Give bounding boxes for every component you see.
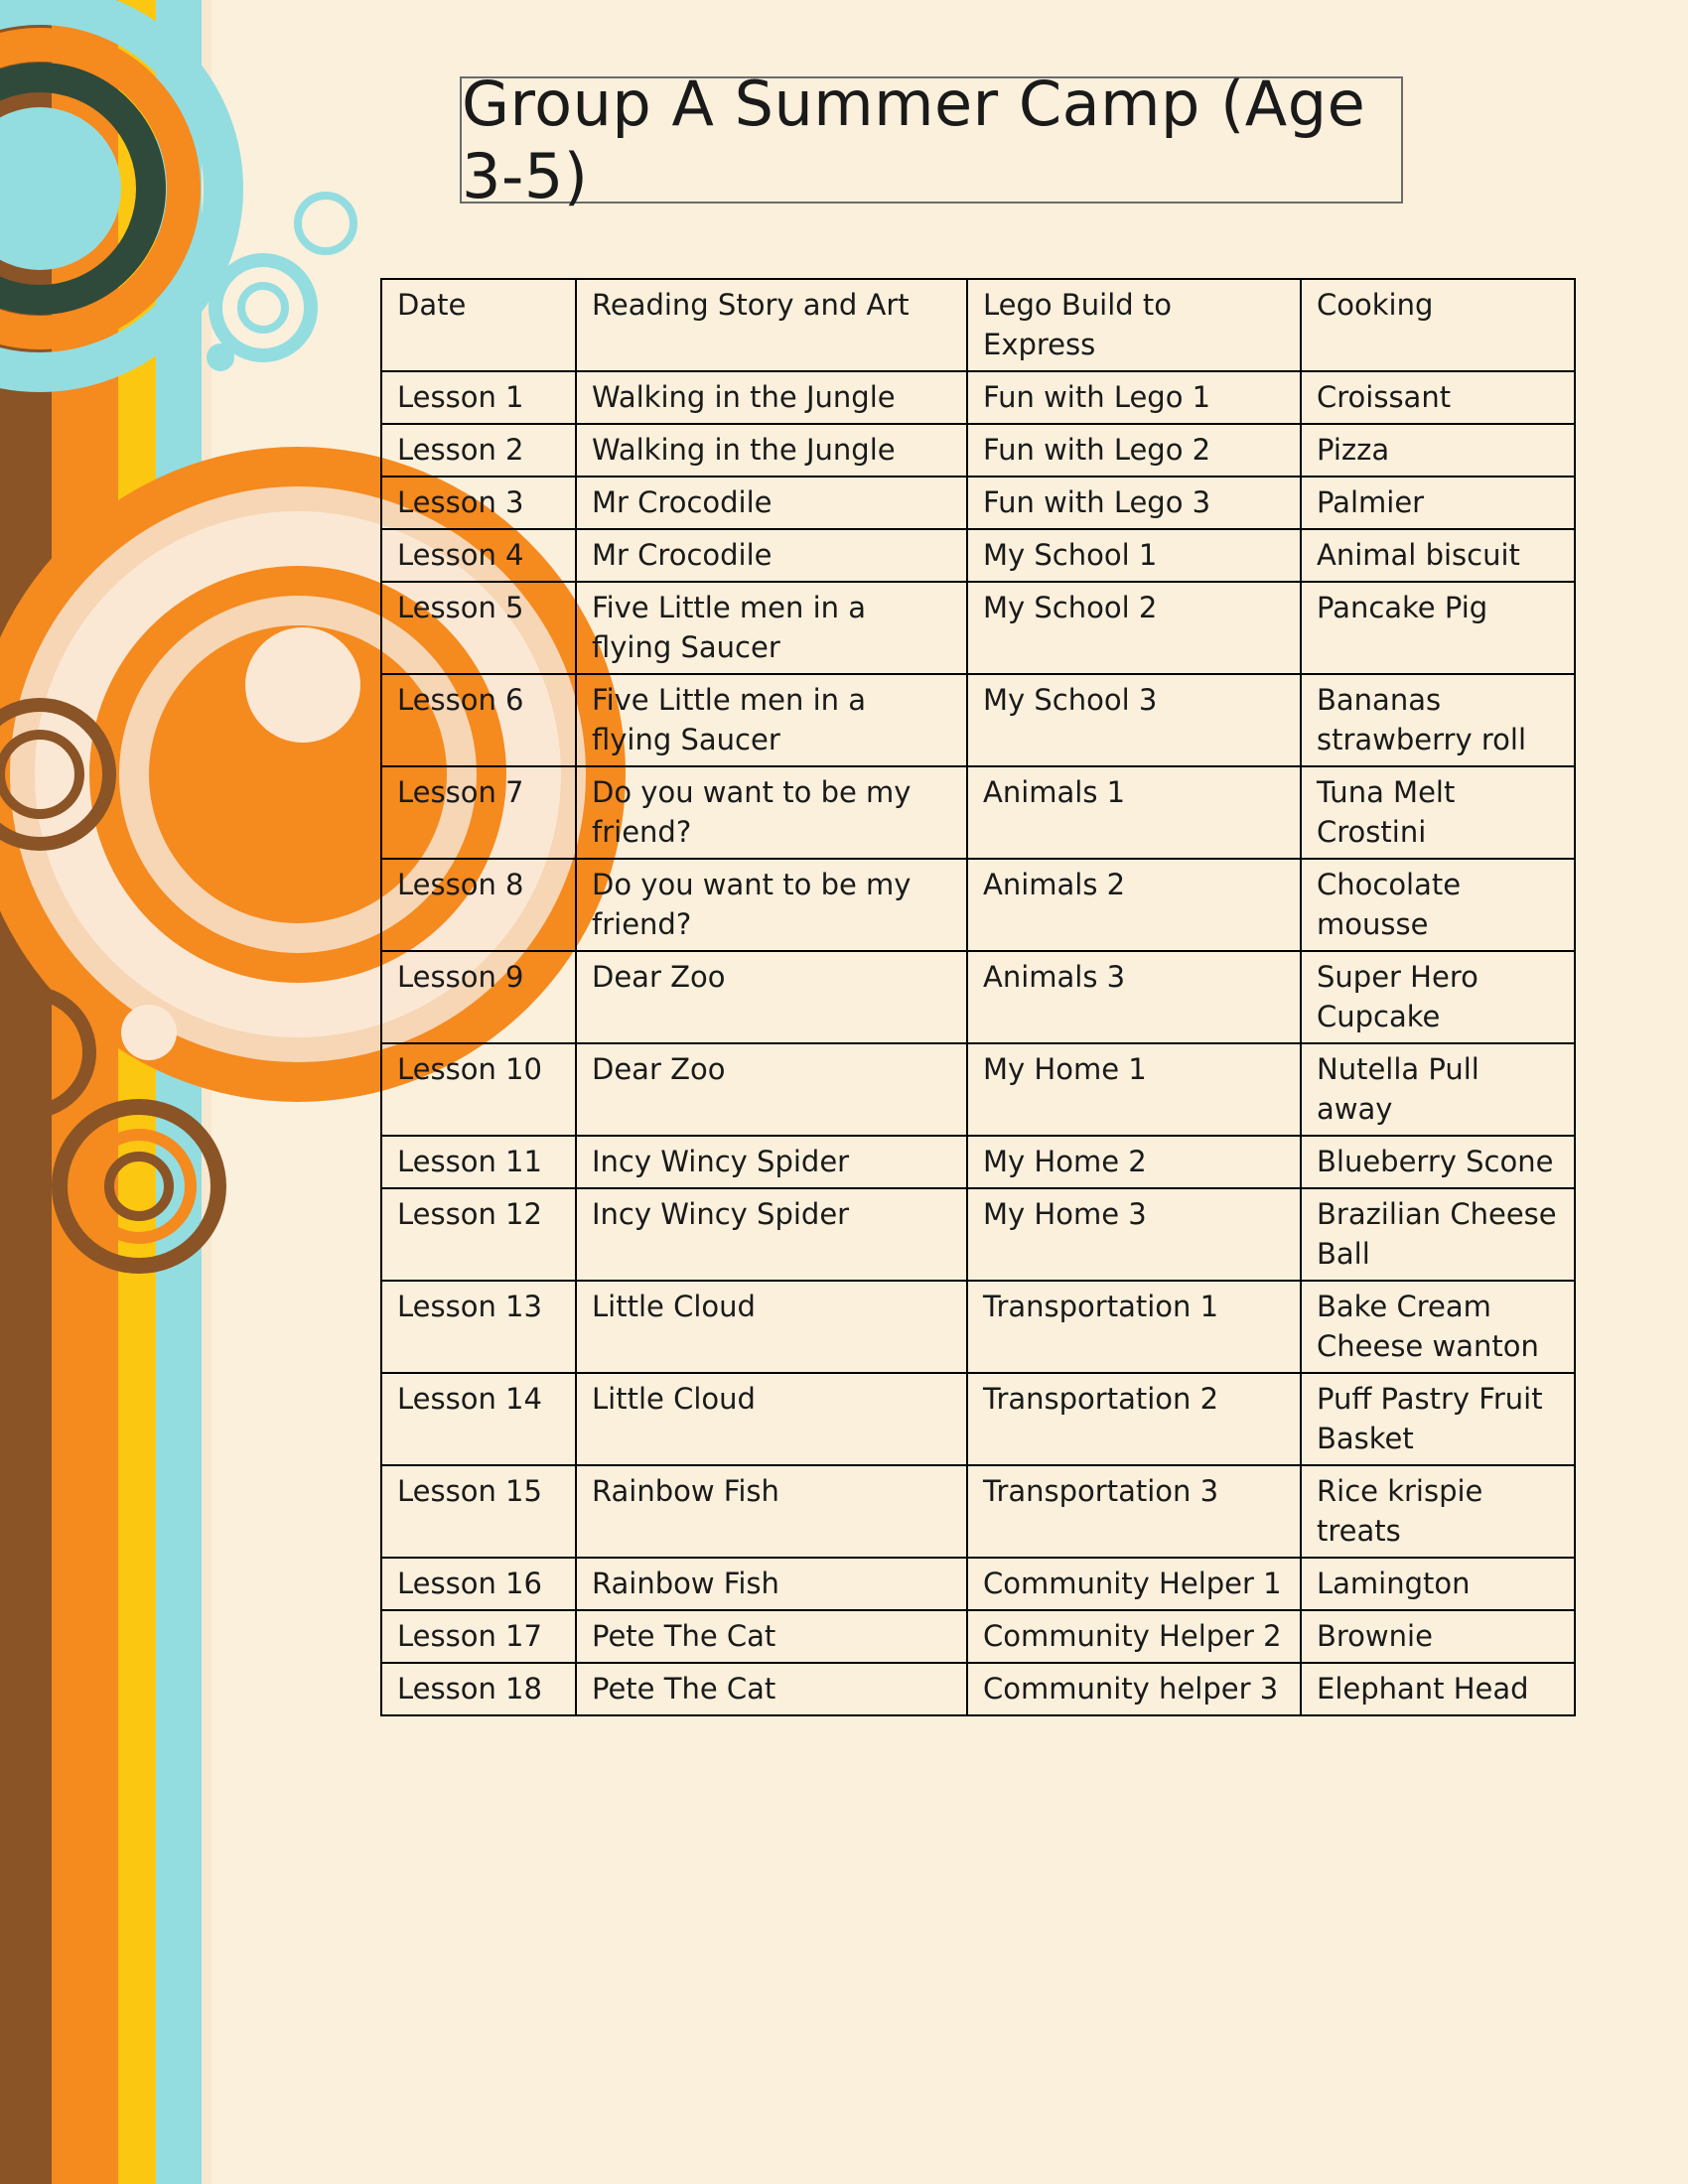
cell-lego: Community helper 3 [967,1663,1301,1715]
cell-cooking: Elephant Head [1301,1663,1575,1715]
table-row [381,1610,1575,1663]
cell-date: Lesson 16 [381,1558,576,1610]
cell-date: Lesson 15 [381,1465,576,1558]
cell-lego: Animals 1 [967,766,1301,859]
cell-reading: Walking in the Jungle [576,371,967,424]
cell-reading: Mr Crocodile [576,477,967,529]
cell-lego: My Home 1 [967,1043,1301,1136]
cell-cooking: Croissant [1301,371,1575,424]
cell-date: Lesson 18 [381,1663,576,1715]
cell-lego: My School 1 [967,529,1301,582]
cell-reading: Pete The Cat [576,1663,967,1715]
cell-cooking: Nutella Pull away [1301,1043,1575,1136]
cell-date: Lesson 12 [381,1188,576,1281]
cell-reading: Walking in the Jungle [576,424,967,477]
cell-cooking: Chocolate mousse [1301,859,1575,951]
table-row [381,1043,1575,1136]
cell-date: Lesson 17 [381,1610,576,1663]
cell-lego: Fun with Lego 3 [967,477,1301,529]
cell-lego: My School 3 [967,674,1301,766]
cell-lego: My Home 2 [967,1136,1301,1188]
cell-date: Lesson 9 [381,951,576,1043]
cell-date: Lesson 11 [381,1136,576,1188]
cell-lego: Transportation 3 [967,1465,1301,1558]
header-cooking: Cooking [1301,279,1575,371]
cell-reading: Incy Wincy Spider [576,1136,967,1188]
cell-cooking: Pancake Pig [1301,582,1575,674]
cell-reading: Dear Zoo [576,951,967,1043]
cell-lego: Community Helper 1 [967,1558,1301,1610]
cell-reading: Five Little men in a flying Saucer [576,674,967,766]
cell-date: Lesson 14 [381,1373,576,1465]
cell-reading: Pete The Cat [576,1610,967,1663]
cell-lego: Fun with Lego 1 [967,371,1301,424]
cell-date: Lesson 5 [381,582,576,674]
cell-cooking: Bananas strawberry roll [1301,674,1575,766]
cell-cooking: Brazilian Cheese Ball [1301,1188,1575,1281]
cell-lego: Fun with Lego 2 [967,424,1301,477]
header-reading: Reading Story and Art [576,279,967,371]
cell-lego: Transportation 2 [967,1373,1301,1465]
cell-date: Lesson 7 [381,766,576,859]
table-row [381,674,1575,766]
cell-lego: My School 2 [967,582,1301,674]
cell-date: Lesson 13 [381,1281,576,1373]
table-row [381,859,1575,951]
title-box [460,68,1403,212]
cell-lego: Transportation 1 [967,1281,1301,1373]
cell-reading: Rainbow Fish [576,1558,967,1610]
cell-date: Lesson 10 [381,1043,576,1136]
table-row [381,766,1575,859]
table-row [381,477,1575,529]
cell-date: Lesson 4 [381,529,576,582]
cell-cooking: Palmier [1301,477,1575,529]
cell-cooking: Animal biscuit [1301,529,1575,582]
cell-reading: Five Little men in a flying Saucer [576,582,967,674]
table-row [381,424,1575,477]
table-row [381,582,1575,674]
cell-date: Lesson 1 [381,371,576,424]
cell-cooking: Tuna Melt Crostini [1301,766,1575,859]
table-row [381,1188,1575,1281]
header-lego: Lego Build to Express [967,279,1301,371]
cell-reading: Dear Zoo [576,1043,967,1136]
cell-reading: Mr Crocodile [576,529,967,582]
cell-date: Lesson 2 [381,424,576,477]
cell-cooking: Pizza [1301,424,1575,477]
cell-date: Lesson 6 [381,674,576,766]
cell-cooking: Rice krispie treats [1301,1465,1575,1558]
cell-cooking: Bake Cream Cheese wanton [1301,1281,1575,1373]
table-row [381,1136,1575,1188]
cell-cooking: Lamington [1301,1558,1575,1610]
schedule-table [380,278,1576,1716]
cell-date: Lesson 8 [381,859,576,951]
cell-lego: Animals 3 [967,951,1301,1043]
cell-lego: Community Helper 2 [967,1610,1301,1663]
cell-cooking: Brownie [1301,1610,1575,1663]
header-date: Date [381,279,576,371]
table-header-row [381,279,1575,371]
cell-reading: Do you want to be my friend? [576,766,967,859]
table-row [381,1373,1575,1465]
table-row [381,529,1575,582]
table-row [381,1663,1575,1715]
table-row [381,951,1575,1043]
cell-reading: Little Cloud [576,1281,967,1373]
cell-cooking: Blueberry Scone [1301,1136,1575,1188]
table-row [381,1558,1575,1610]
table-row [381,371,1575,424]
table-row [381,1465,1575,1558]
cell-cooking: Super Hero Cupcake [1301,951,1575,1043]
cell-reading: Incy Wincy Spider [576,1188,967,1281]
cell-reading: Little Cloud [576,1373,967,1465]
cell-lego: My Home 3 [967,1188,1301,1281]
cell-cooking: Puff Pastry Fruit Basket [1301,1373,1575,1465]
cell-lego: Animals 2 [967,859,1301,951]
cell-reading: Do you want to be my friend? [576,859,967,951]
cell-date: Lesson 3 [381,477,576,529]
cell-reading: Rainbow Fish [576,1465,967,1558]
page-title: Group A Summer Camp (Age 3-5) [462,68,1366,212]
table-row [381,1281,1575,1373]
